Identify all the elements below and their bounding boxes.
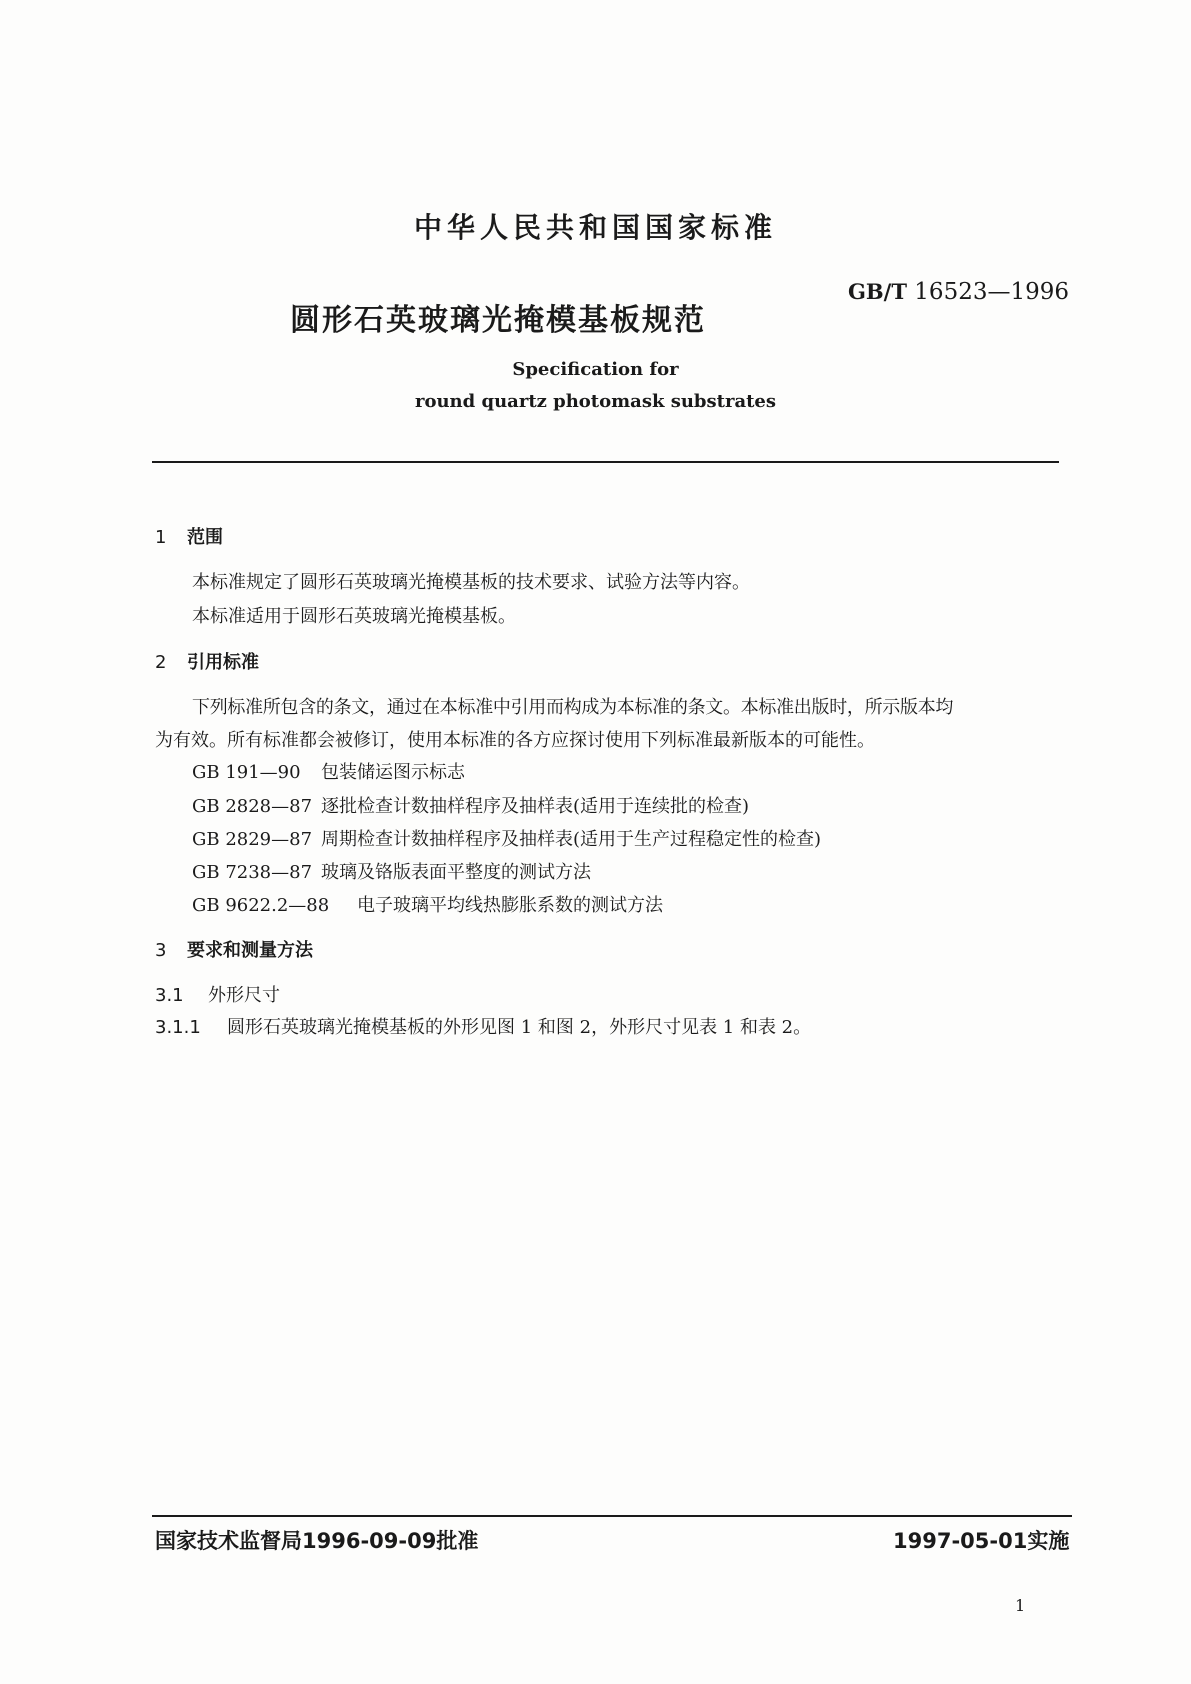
section-1-heading: 1 范围 [155,527,223,548]
reference-item: GB 191—90 包装储运图示标志 [192,762,465,783]
section-1-para-1: 本标准规定了圆形石英玻璃光掩模基板的技术要求、试验方法等内容。 [192,572,750,593]
implementation-date: 1997-05-01实施 [893,1529,1070,1553]
footer-divider [152,1515,1072,1517]
reference-item: GB 9622.2—88 电子玻璃平均线热膨胀系数的测试方法 [192,895,663,916]
reference-item: GB 2828—87 逐批检查计数抽样程序及抽样表(适用于连续批的检查) [192,796,750,817]
standard-code [848,279,1069,305]
subsection-3-1-1: 3.1.1 圆形石英玻璃光掩模基板的外形见图 1 和图 2，外形尺寸见表 1 和表 2。 [155,1017,812,1038]
approval-statement: 国家技术监督局1996-09-09批准 [155,1529,479,1553]
section-2-heading: 2 引用标准 [155,652,259,673]
page-number: 1 [1015,1596,1026,1615]
standard-number: 16523—1996 [914,279,1069,305]
national-standard-header: 中华人民共和国国家标准 [413,211,777,244]
subsection-3-1-heading: 3.1 外形尺寸 [155,985,280,1006]
document-title-en-line1: Specification for [512,359,679,380]
section-3-heading: 3 要求和测量方法 [155,940,313,961]
section-1-para-2: 本标准适用于圆形石英玻璃光掩模基板。 [192,606,516,627]
document-title-en-line2: round quartz photomask substrates [414,391,777,412]
standard-prefix: GB/T [848,279,907,304]
reference-item: GB 2829—87 周期检查计数抽样程序及抽样表(适用于生产过程稳定性的检查) [192,829,822,850]
section-2-intro-line-1: 下列标准所包含的条文，通过在本标准中引用而构成为本标准的条文。本标准出版时，所示版本均 [192,697,954,718]
reference-item: GB 7238—87 玻璃及铬版表面平整度的测试方法 [192,862,591,883]
document-title-cn: 圆形石英玻璃光掩模基板规范 [290,303,706,338]
header-divider [152,461,1059,463]
section-2-intro-line-2: 为有效。所有标准都会被修订，使用本标准的各方应探讨使用下列标准最新版本的可能性。 [155,730,875,751]
